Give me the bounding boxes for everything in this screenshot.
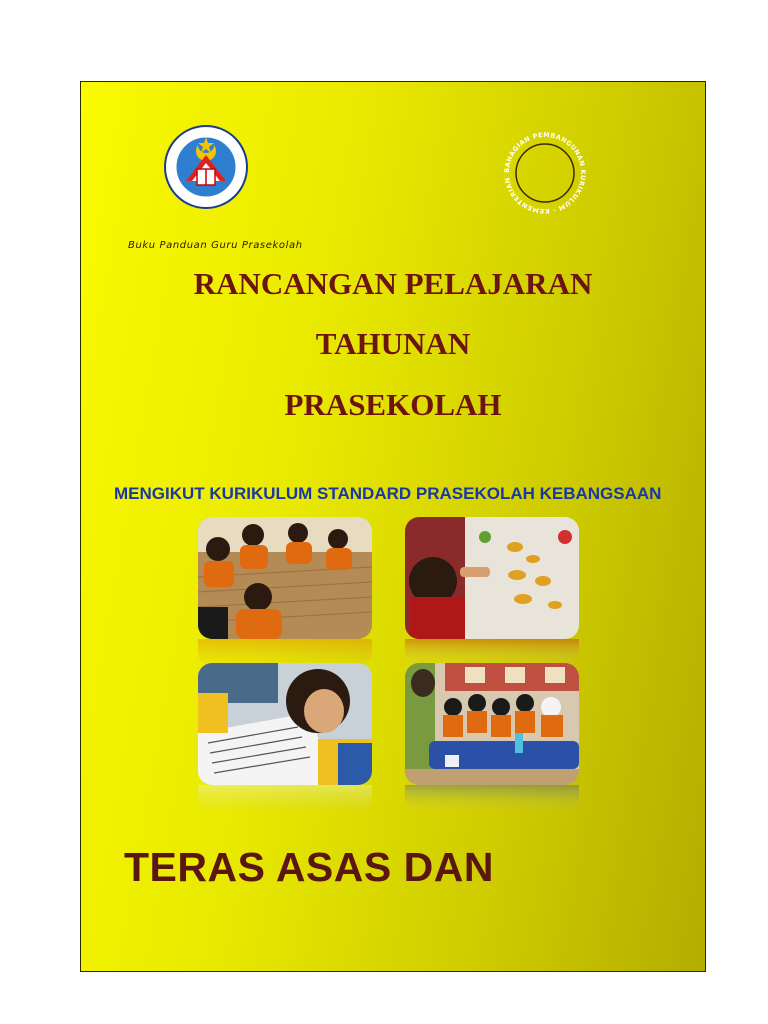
- child-reading-photo: [198, 663, 372, 785]
- photo-class-at-table: [405, 663, 579, 813]
- class-at-table-photo: [405, 663, 579, 785]
- photo-child-reading: [198, 663, 372, 813]
- svg-text:BAHAGIAN PEMBANGUNAN KURIKULUM: BAHAGIAN PEMBANGUNAN KURIKULUM · KEMENTERIAN: [502, 130, 588, 216]
- book-cover: [80, 81, 706, 972]
- title-line-3: PRASEKOLAH: [284, 387, 502, 422]
- kpm-logo-icon: [164, 125, 248, 209]
- circular-seal-icon: [499, 127, 591, 219]
- photo-children-on-mat: [198, 517, 372, 667]
- child-with-fruit-cards-photo: [405, 517, 579, 639]
- children-on-mat-photo: [198, 517, 372, 639]
- title-line-1: RANCANGAN PELAJARAN: [193, 266, 593, 301]
- photo-child-with-fruit-cards: [405, 517, 579, 667]
- title-line-2: TAHUNAN: [315, 326, 471, 361]
- handbook-label: Buku Panduan Guru Prasekolah: [128, 240, 303, 251]
- bottom-title: TERAS ASAS DAN: [124, 844, 494, 890]
- curriculum-subtitle: MENGIKUT KURIKULUM STANDARD PRASEKOLAH KEBANGSAAN: [114, 484, 662, 503]
